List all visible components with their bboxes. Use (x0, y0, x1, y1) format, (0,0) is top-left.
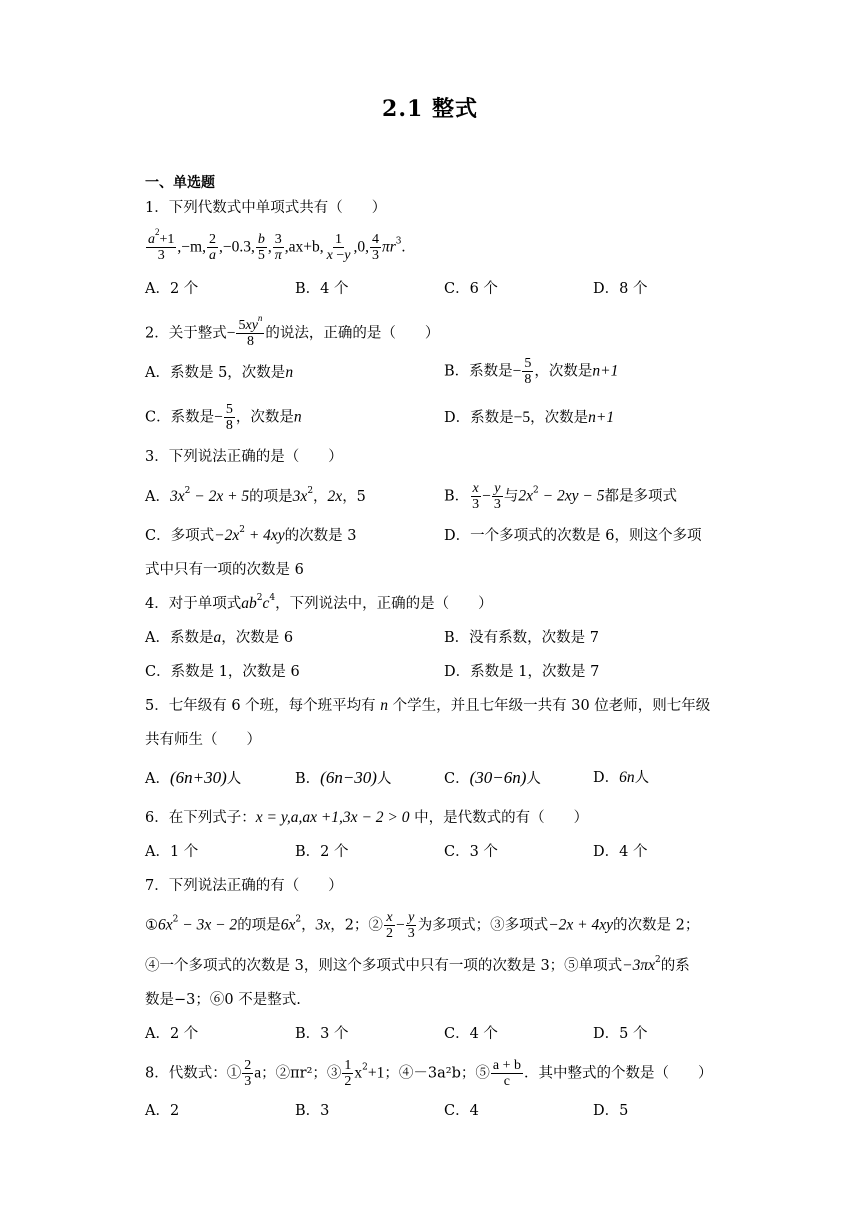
question-6-stem: 6．在下列式子：x = y,a,ax +1,3x − 2 > 0 中，是代数式的有（ ） (145, 809, 589, 826)
q8-option-b: B．3 (295, 1103, 330, 1119)
question-5-stem-line1: 5．七年级有 6 个班，每个班平均有 n 个学生，并且七年级一共有 30 位老师，则七年级 (145, 697, 711, 714)
q3-option-b: B． $\frac{x}{3}$ − $\frac{y}{3}$ 与$2x^2 - 2xy - 5$都是多项式 (444, 481, 677, 512)
fraction: $\frac{2}{a}$ (208, 232, 216, 263)
q8-option-d: D．5 (593, 1103, 629, 1119)
q8-option-a: A．2 (145, 1103, 180, 1119)
q3-option-d: D．一个多项式的次数是 6，则这个多项 (444, 528, 702, 544)
question-7-line1: $①6x^2 - 3x - 2$的项是$6x^2$，3x，2；② $\frac{x}{2}$ − $\frac{y}{3}$ 为多项式；③多项式−2x + 4xy的次数是 2； (145, 910, 700, 941)
q7-option-c: C．4 个 (444, 1026, 498, 1042)
page-title: 2.1 整式 (382, 96, 478, 122)
q1-option-d: D．8 个 (593, 281, 648, 297)
q4-option-b: B．没有系数，次数是 7 (444, 630, 599, 646)
fraction: $\frac{b}{5}$ (257, 232, 265, 263)
q4-option-a: A．系数是a，次数是 6 (145, 629, 294, 646)
question-3-stem: 3．下列说法正确的是（ ） (145, 449, 343, 465)
q7-option-b: B．3 个 (295, 1026, 349, 1042)
q6-option-b: B．2 个 (295, 844, 349, 860)
question-8-stem: 8．代数式：① $\frac{2}{3}$ a；②πr²；③ $\frac{1}{2}$ $x^2+1$；④－3a²b；⑤ $\frac{a + b}{c}$ ．其中整式的个数是（ ） (145, 1058, 713, 1089)
fraction: $\frac{3}{\pi}$ (274, 232, 282, 263)
fraction: $\frac{1}{x -y}$ (326, 232, 351, 263)
q6-option-d: D．4 个 (593, 844, 648, 860)
q1-option-c: C．6 个 (444, 281, 498, 297)
q8-option-c: C．4 (444, 1103, 479, 1119)
q5-option-b: B．(6n−30)人 (295, 768, 392, 787)
q5-option-c: C．(30−6n)人 (444, 768, 541, 787)
question-7-line3: 数是−3；⑥0 不是整式. (145, 992, 301, 1008)
q1-option-b: B．4 个 (295, 281, 349, 297)
question-1-expression: $\frac{a^2+1}{3}$ ,−m, $\frac{2}{a}$ ,−0.3, $\frac{b}{5}$ , $\frac{3}{\pi}$ ,ax+b, $\frac{1}{x -y}$ ,0, $\frac{4}{3}$ $\pi r^3$. (148, 227, 406, 263)
q2-option-c: C．系数是− $\frac{5}{8}$ ，次数是n (145, 402, 302, 433)
question-7-stem: 7．下列说法正确的有（ ） (145, 878, 343, 894)
question-7-line2: ④一个多项式的次数是 3，则这个多项式中只有一项的次数是 3；⑤单项式$-3\pi x^2$的系 (145, 955, 690, 974)
q1-option-a: A．2 个 (145, 281, 199, 297)
q7-option-d: D．5 个 (593, 1026, 648, 1042)
fraction: $\frac{a^2+1}{3}$ (148, 227, 175, 263)
question-1-stem: 1．下列代数式中单项式共有（ ） (145, 200, 387, 216)
q3-option-c: C．多项式$-2x^2 + 4xy$的次数是 3 (145, 525, 357, 544)
q2-option-d: D．系数是−5，次数是n+1 (444, 409, 615, 426)
q6-option-a: A．1 个 (145, 844, 199, 860)
q2-option-b: B．系数是− $\frac{5}{8}$ ，次数是n+1 (444, 356, 619, 387)
fraction: $\frac{5xy^n}{8}$ (238, 313, 263, 349)
section-heading: 一、单选题 (145, 175, 215, 191)
q6-option-c: C．3 个 (444, 844, 498, 860)
fraction: $\frac{4}{3}$ (371, 232, 379, 263)
question-5-stem-line2: 共有师生（ ） (145, 732, 261, 748)
q5-option-d: D．6n人 (593, 769, 650, 786)
q2-option-a: A．系数是 5，次数是n (145, 364, 294, 381)
q3-option-d-continuation: 式中只有一项的次数是 6 (145, 562, 304, 578)
q5-option-a: A．(6n+30)人 (145, 768, 242, 787)
q4-option-c: C．系数是 1，次数是 6 (145, 664, 300, 680)
q7-option-a: A．2 个 (145, 1026, 199, 1042)
q3-option-a: A．$3x^2 - 2x + 5$的项是$3x^2$，2x，5 (145, 486, 366, 505)
question-4-stem: 4．对于单项式$ab^2c^4$，下列说法中，正确的是（ ） (145, 593, 493, 612)
q4-option-d: D．系数是 1，次数是 7 (444, 664, 600, 680)
question-2-stem: 2．关于整式− $\frac{5xy^n}{8}$ 的说法，正确的是（ ） (145, 313, 440, 349)
